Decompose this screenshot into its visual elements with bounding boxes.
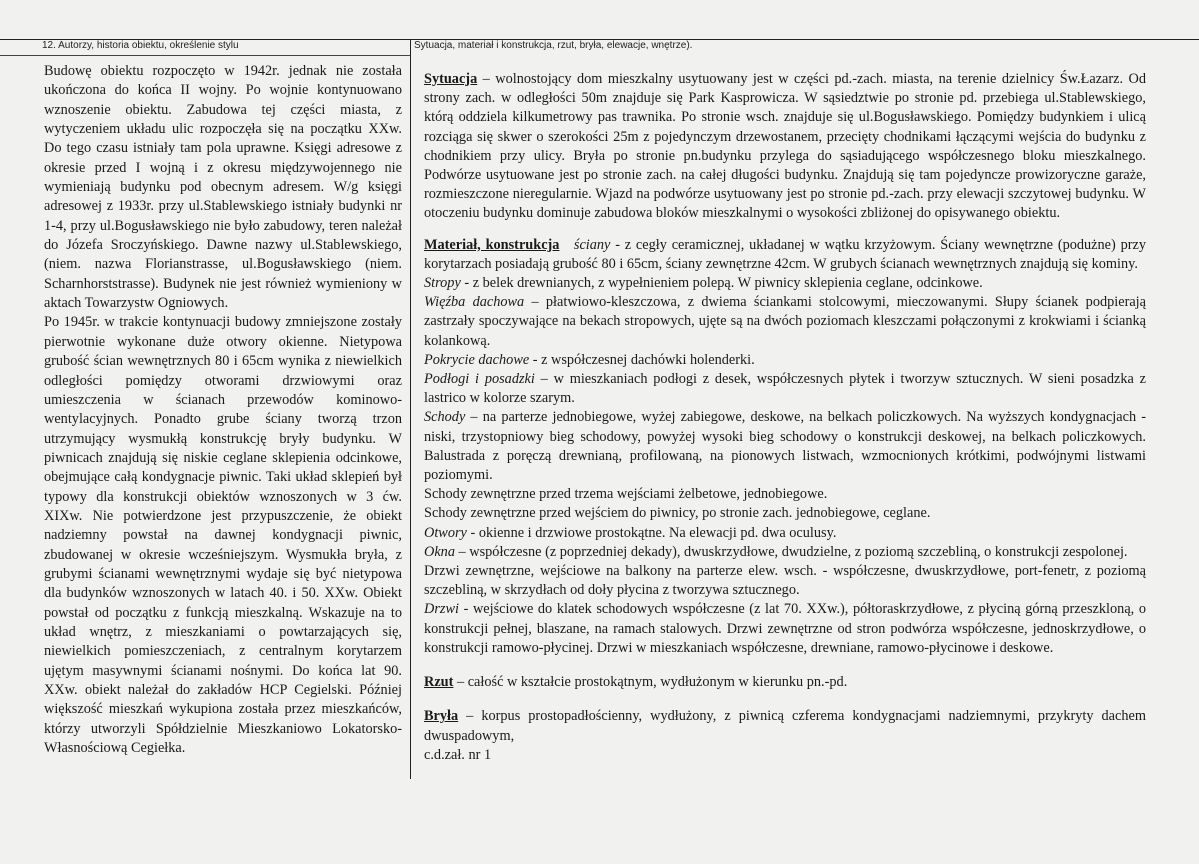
podlogi-term: Podłogi i posadzki: [424, 371, 535, 388]
pokrycie-term: Pokrycie dachowe: [424, 351, 530, 368]
wiezba-term: Więźba dachowa: [424, 294, 525, 311]
rzut-text: – całość w kształcie prostokątnym, wydłużonym w kierunku pn.-pd.: [453, 674, 848, 691]
sytuacja-section: [424, 70, 1146, 224]
header-rule: [0, 55, 410, 56]
schody-zewnetrzne-1: Schody zewnętrzne przed trzema wejściami żelbetowe, jednobiegowe.: [424, 486, 828, 503]
schody-term: Schody: [424, 409, 466, 426]
otwory-term: Otwory: [424, 524, 467, 541]
history-paragraph-2: Po 1945r. w trakcie kontynuacji budowy zmniejszone zostały pierwotnie wykonane duże otwory okienne. Nietypowa grubość ścian wewnętrznych 80 i 65cm wynika z niewielkich odległości pomiędzy otworami drzwiowymi oraz umieszczenia w ścianach przewodów kominowo- wentylacyjnych. Ponadto grube ściany tworzą trzon utrzymujący wysmukłą konstrukcję bryły budynku. W piwnicach znajdują się niskie ceglane sklepienia odcinkowe, obejmujące całą kondygnacje piwnic. Taki układ sklepień był typowy dla konstrukcji obiektów wznoszonych w 3 ćw. XIXw. Nie potwierdzone jest przypuszczenie, że obiekt nadziemny powstał na dawnej kondygnacji piwnic, zbudowanej w okresie wcześniejszym. Wysmukła bryła, z grubymi ścianami wewnętrznymi wydaje się być nietypowa dla budynków wznoszonych w latach 40. i 50. XXw. Obiekt powstał od początku z funkcją mieszkalną. Wskazuje na to układ wnętrz, z mieszkaniami o powtarzających się, niewielkich pomieszczeniach, z centralnym korytarzem ujętym masywnymi ścianami nośnymi. Do końca lat 90. XXw. obiekt należał do zakładów HCP Cegielski. Później większość mieszkań wykupiona została przez mieszkańców, którzy utworzyli Spółdzielnie Mieszkaniowo Lokatorsko-Własnościową Cegiełka.: [44, 314, 402, 757]
stropy-text: - z belek drewnianych, z wypełnieniem polepą. W piwnicy sklepienia ceglane, odcinkowe.: [460, 275, 983, 292]
podlogi-item: [424, 370, 1146, 408]
bryla-text: – korpus prostopadłościenny, wydłużony, z piwnicą czferema kondygnacjami nadziemnymi, przykryty dachem dwuspadowym,: [424, 708, 1146, 744]
history-paragraph-1: Budowę obiektu rozpoczęto w 1942r. jednak nie została ukończona do końca II wojny. Po wojnie kontynuowano wznoszenie obiektu. Zabudowa tej części miasta, z wytyczeniem układu ulic rozpoczęła się na początku XXw. Do tego czasu istniały tam pola uprawne. Księgi adresowe z okresie przed I wojną i z okresu międzywojennego nie wymieniają budynku pod obecnym adresem. W/g księgi adresowej z 1933r. przy ul.Stablewskiego istniały budynki nr 1-4, przy ul.Bogusławskiego nie było zabudowy, teren należał do Józefa Sroczyńskiego. Dawne nazwy ul.Stablewskiego, (niem. nazwa Florianstrasse, ul.Bogusławskiego (niem. Scharnhorststrasse). Budynek nie jest również wymieniony w aktach Towarzystw Ogniowych.: [44, 63, 402, 312]
bryla-section: [424, 707, 1146, 745]
sytuacja-text: – wolnostojący dom mieszkalny usytuowany jest w części pd.-zach. miasta, na terenie dzielnicy Św.Łazarz. Od strony zach. w odległości 50m znajduje się Park Kasprowicza. W sąsiedztwie po stronie pd. przebiega ul.Stablewskiego, którą oddziela kilkumetrowy pas trawnika. Po stronie wsch. znajduje się ul.Bogusławskiego. Pomiędzy budynkiem i ulicą rozciąga się skwer o szerokości 25m z pojedynczym drzewostanem, przecięty chodnikami łączącymi wejścia do budynku z chodnikiem przy ulicy. Bryła po stronie pn.budynku przylega do sąsiadującego współczesnego bloku mieszkalnego. Podwórze usytuowane jest po stronie zach. na całej długości budynku. Znajdują się tam pojedyncze prowizoryczne garaże, rozmieszczone nieregularnie. Wjazd na podwórze usytuowany jest po stronie pd.-zach. przy elewacji szczytowej budynku. W otoczeniu budynku dominuje zabudowa bloków mieszkalnymi o wysokości zbliżonej do opisywanego obiektu.: [424, 71, 1146, 222]
schody-item: [424, 408, 1146, 485]
drzwi-term: Drzwi: [424, 601, 459, 618]
material-heading: Materiał, konstrukcja: [424, 236, 560, 253]
drzwi-zewnetrzne: Drzwi zewnętrzne, wejściowe na balkony na parterze elew. wsch. - współczesne, dwuskrzydłowe, port-fenetr, z poziomą szczebliną, w skrzydłach od doły płycina z tworzywa sztucznego.: [424, 563, 1146, 599]
pokrycie-text: - z współczesnej dachówki holenderki.: [529, 351, 755, 368]
column-divider: [410, 39, 411, 779]
podlogi-text: – w mieszkaniach podłogi z desek, współczesnych płytek i tworzyw sztucznych. W sieni posadzka z lastrico w kolorze szarym.: [424, 371, 1146, 407]
history-column: [44, 62, 402, 758]
description-column: [424, 70, 1146, 765]
schody-text: – na parterze jednobiegowe, wyżej zabiegowe, deskowe, na belkach policzkowych. Na wyższych kondygnacjach - niski, trzystopniowy bieg schodowy, powyżej wysoki bieg schodowy o konstrukcji deskowej, na belkach policzkowych. Balustrada z poręczą drewnianą, profilowaną, na pionowych listwach, wzmocnionych krótkimi, podwójnymi listwami poziomymi.: [424, 409, 1146, 484]
sciany-text: - z cegły ceramicznej, układanej w wątku krzyżowym. Ściany wewnętrzne (podużne) przy korytarzach posiadają grubość 80 i 65cm, ściany zewnętrzne 42cm. W grubych ścianach wewnętrznych znajdują się kominy.: [424, 236, 1146, 272]
sciany-term: ściany: [573, 236, 611, 253]
stropy-term: Stropy: [424, 275, 461, 292]
wiezba-item: [424, 293, 1146, 351]
header-left-label: 12. Autorzy, historia obiektu, określenie stylu: [42, 40, 239, 51]
otwory-item: [424, 524, 1146, 543]
schody-zewnetrzne-2: Schody zewnętrzne przed wejściem do piwnicy, po stronie zach. jednobiegowe, ceglane.: [424, 505, 931, 522]
header-right-label: Sytuacja, materiał i konstrukcja, rzut, bryła, elewacje, wnętrze).: [414, 40, 693, 51]
rzut-section: [424, 673, 1146, 692]
sytuacja-heading: Sytuacja: [424, 71, 478, 87]
rzut-heading: Rzut: [424, 674, 454, 691]
otwory-text: - okienne i drzwiowe prostokątne. Na elewacji pd. dwa oculusy.: [466, 524, 837, 541]
bryla-heading: Bryła: [424, 708, 459, 725]
continuation-note: c.d.zał. nr 1: [424, 746, 492, 763]
okna-item: [424, 543, 1146, 562]
okna-term: Okna: [424, 543, 455, 560]
material-section: [424, 236, 1146, 274]
stropy-item: [424, 274, 1146, 293]
drzwi-text: - wejściowe do klatek schodowych współczesne (z lat 70. XXw.), półtoraskrzydłowe, z płyciną górną przeszkloną, o konstrukcji pełnej, blaszane, na ramach stalowych. Drzwi zewnętrzne od stron podwórza współczesne, jednoskrzydłowe, o konstrukcji ramowo-płycinej. Drzwi w mieszkaniach współczesne, drewniane, ramowo-płycinowe i deskowe.: [424, 601, 1146, 656]
pokrycie-item: [424, 351, 1146, 370]
drzwi-item: [424, 600, 1146, 658]
wiezba-text: – płatwiowo-kleszczowa, z dwiema ściankami stolcowymi, mieczowanymi. Słupy ścianek podpierają zastrzały spoczywające na bekach stropowych, ujęte są na dwóch poziomach kleszczami połączonymi z krokwiami i ścianką kolankową.: [424, 294, 1147, 349]
okna-text: – współczesne (z poprzedniej dekady), dwuskrzydłowe, dwudzielne, z poziomą szczebliną, o konstrukcji zespolonej.: [454, 543, 1128, 560]
